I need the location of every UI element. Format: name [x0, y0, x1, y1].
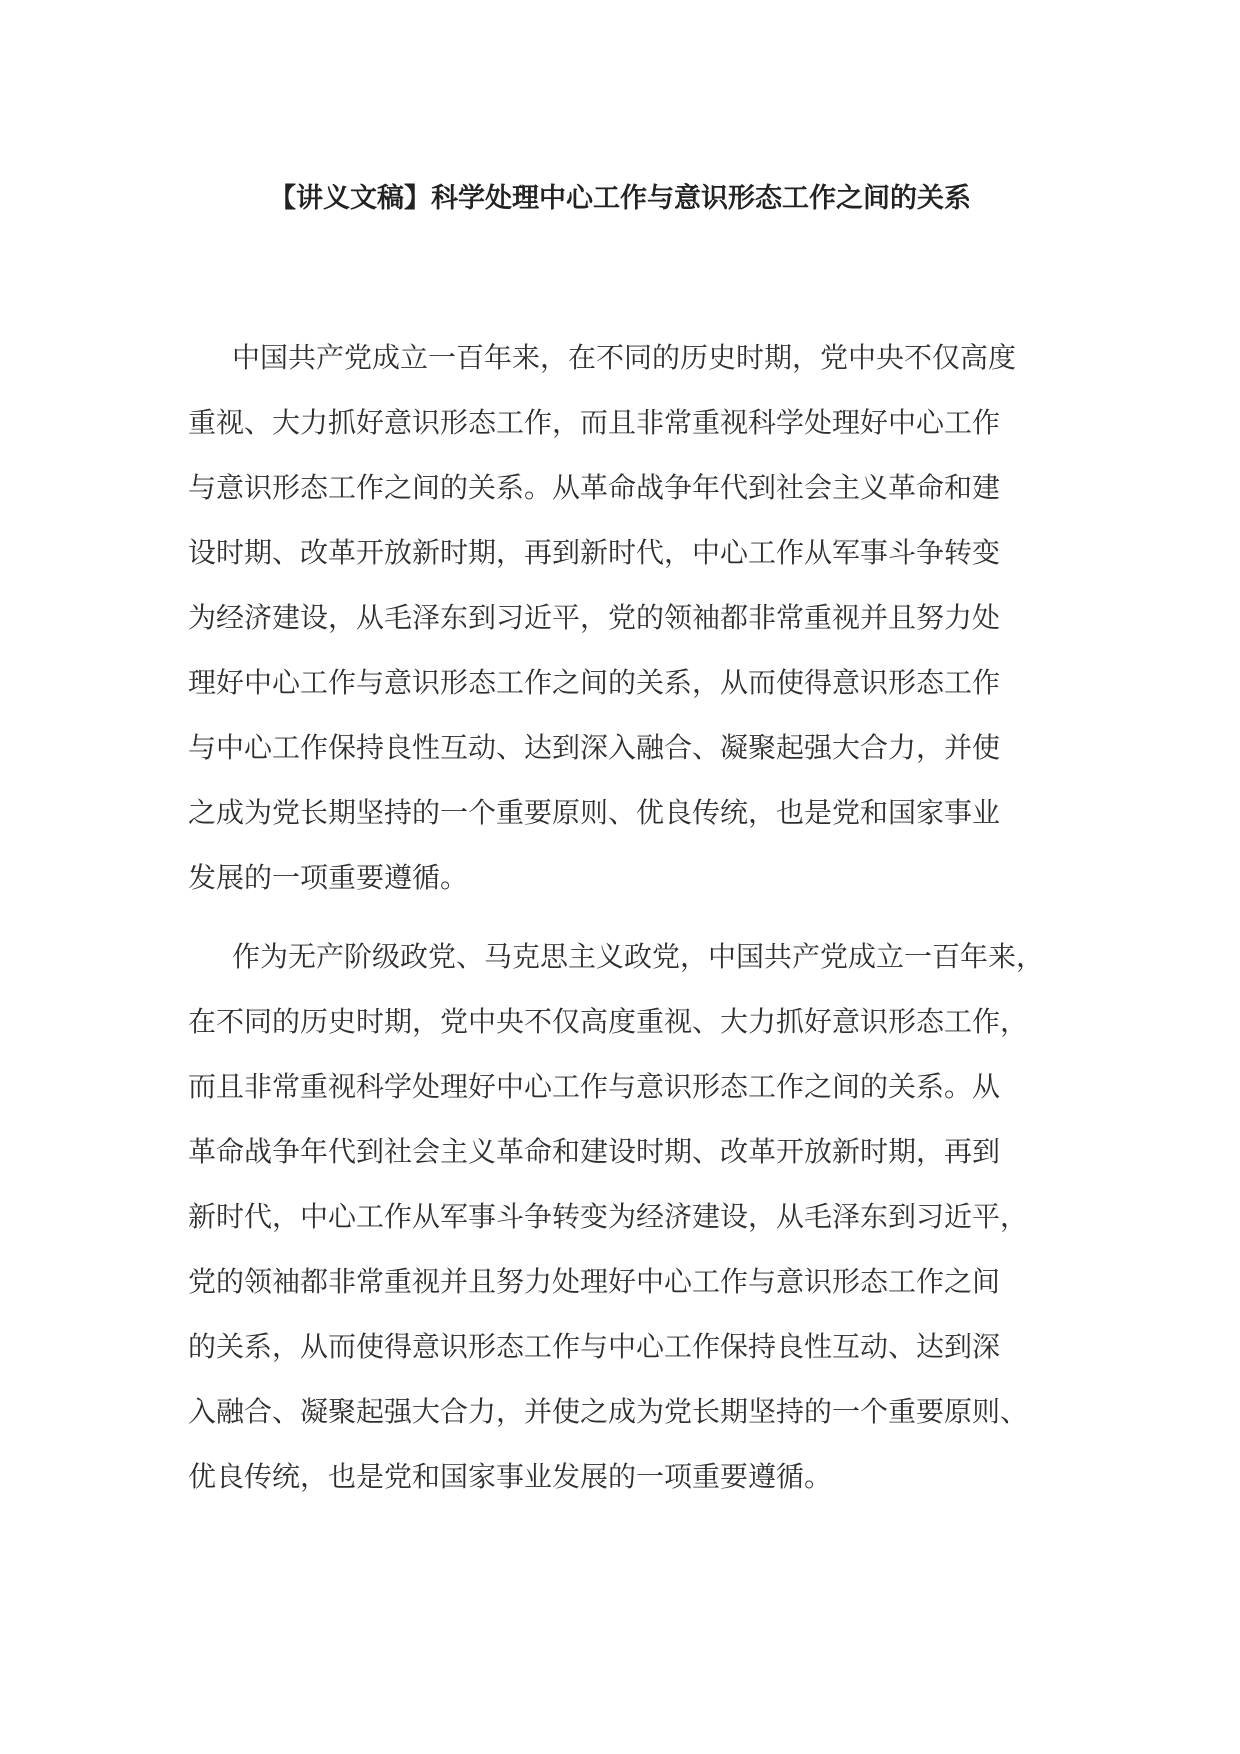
paragraph-line: 发展的一项重要遵循。 [188, 861, 469, 894]
paragraph-line: 的关系，从而使得意识形态工作与中心工作保持良性互动、达到深 [188, 1330, 1001, 1363]
paragraph-line: 中国共产党成立一百年来，在不同的历史时期，党中央不仅高度 [232, 341, 1017, 374]
paragraph-line: 新时代，中心工作从军事斗争转变为经济建设，从毛泽东到习近平， [188, 1200, 1029, 1233]
paragraph-2 [188, 924, 1088, 1509]
paragraph-line: 重视、大力抓好意识形态工作，而且非常重视科学处理好中心工作 [188, 406, 1001, 439]
paragraph-line: 理好中心工作与意识形态工作之间的关系，从而使得意识形态工作 [188, 666, 1001, 699]
paragraph-line: 革命战争年代到社会主义革命和建设时期、改革开放新时期，再到 [188, 1135, 1001, 1168]
document-title: 【讲义文稿】科学处理中心工作与意识形态工作之间的关系 [269, 183, 971, 214]
paragraph-line: 优良传统，也是党和国家事业发展的一项重要遵循。 [188, 1460, 833, 1493]
paragraph-line: 而且非常重视科学处理好中心工作与意识形态工作之间的关系。从 [188, 1070, 1001, 1103]
paragraph-line: 作为无产阶级政党、马克思主义政党，中国共产党成立一百年来， [232, 940, 1045, 973]
paragraph-line: 在不同的历史时期，党中央不仅高度重视、大力抓好意识形态工作， [188, 1005, 1029, 1038]
paragraph-line: 为经济建设，从毛泽东到习近平，党的领袖都非常重视并且努力处 [188, 601, 1001, 634]
paragraph-line: 之成为党长期坚持的一个重要原则、优良传统，也是党和国家事业 [188, 796, 1001, 829]
paragraph-line: 与意识形态工作之间的关系。从革命战争年代到社会主义革命和建 [188, 471, 1001, 504]
paragraph-line: 党的领袖都非常重视并且努力处理好中心工作与意识形态工作之间 [188, 1265, 1001, 1298]
paragraph-line: 设时期、改革开放新时期，再到新时代，中心工作从军事斗争转变 [188, 536, 1001, 569]
paragraph-line: 入融合、凝聚起强大合力，并使之成为党长期坚持的一个重要原则、 [188, 1395, 1029, 1428]
paragraph-line: 与中心工作保持良性互动、达到深入融合、凝聚起强大合力，并使 [188, 731, 1001, 764]
paragraph-1 [188, 325, 1088, 910]
